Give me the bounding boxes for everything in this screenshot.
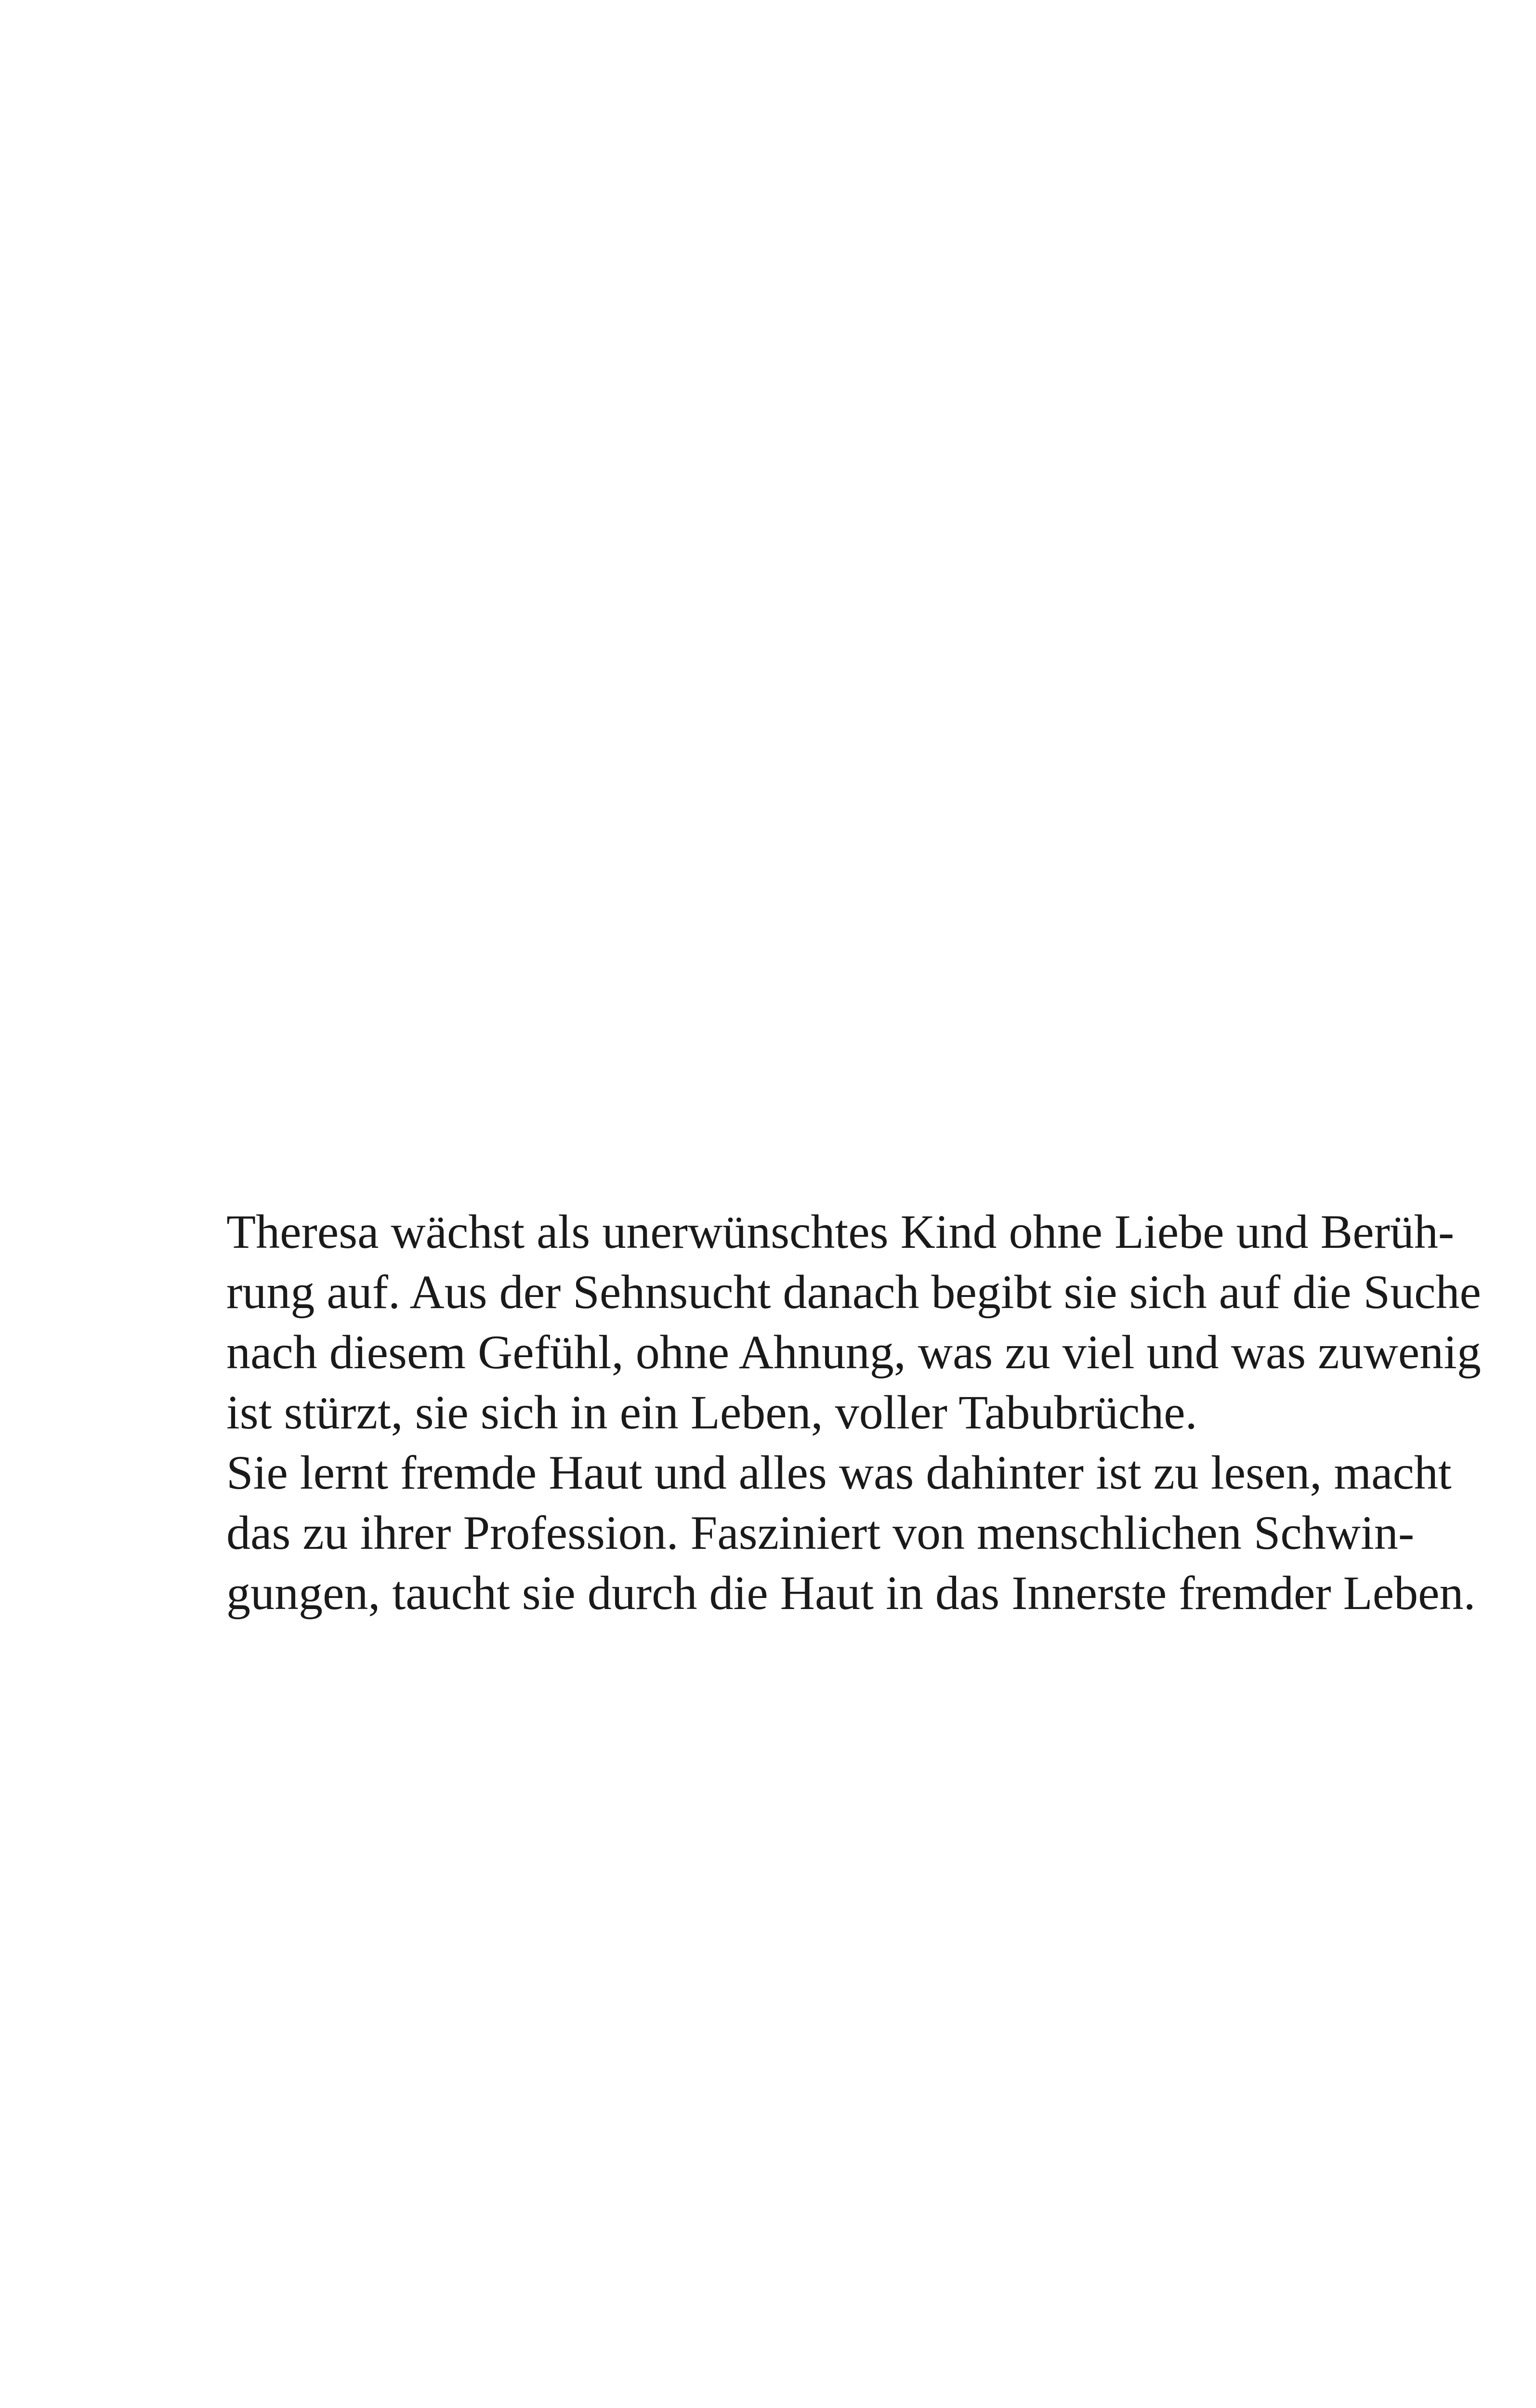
blurb-line: Sie lernt fremde Haut und alles was dahinter ist zu lesen, macht bbox=[226, 1446, 1452, 1499]
blurb-line: ist stürzt, sie sich in ein Leben, voller Tabubrüche. bbox=[226, 1386, 1197, 1439]
blurb-line: rung auf. Aus der Sehnsucht danach begibt sie sich auf die Suche bbox=[226, 1265, 1481, 1319]
blurb-line: nach diesem Gefühl, ohne Ahnung, was zu viel und was zuwenig bbox=[226, 1325, 1481, 1379]
blurb-line: das zu ihrer Profession. Fasziniert von menschlichen Schwin- bbox=[226, 1506, 1415, 1559]
blurb-text bbox=[226, 1202, 1481, 1623]
blurb-line: gungen, taucht sie durch die Haut in das Innerste fremder Leben. bbox=[226, 1566, 1476, 1620]
blurb-line: Theresa wächst als unerwünschtes Kind ohne Liebe und Berüh- bbox=[226, 1205, 1455, 1258]
